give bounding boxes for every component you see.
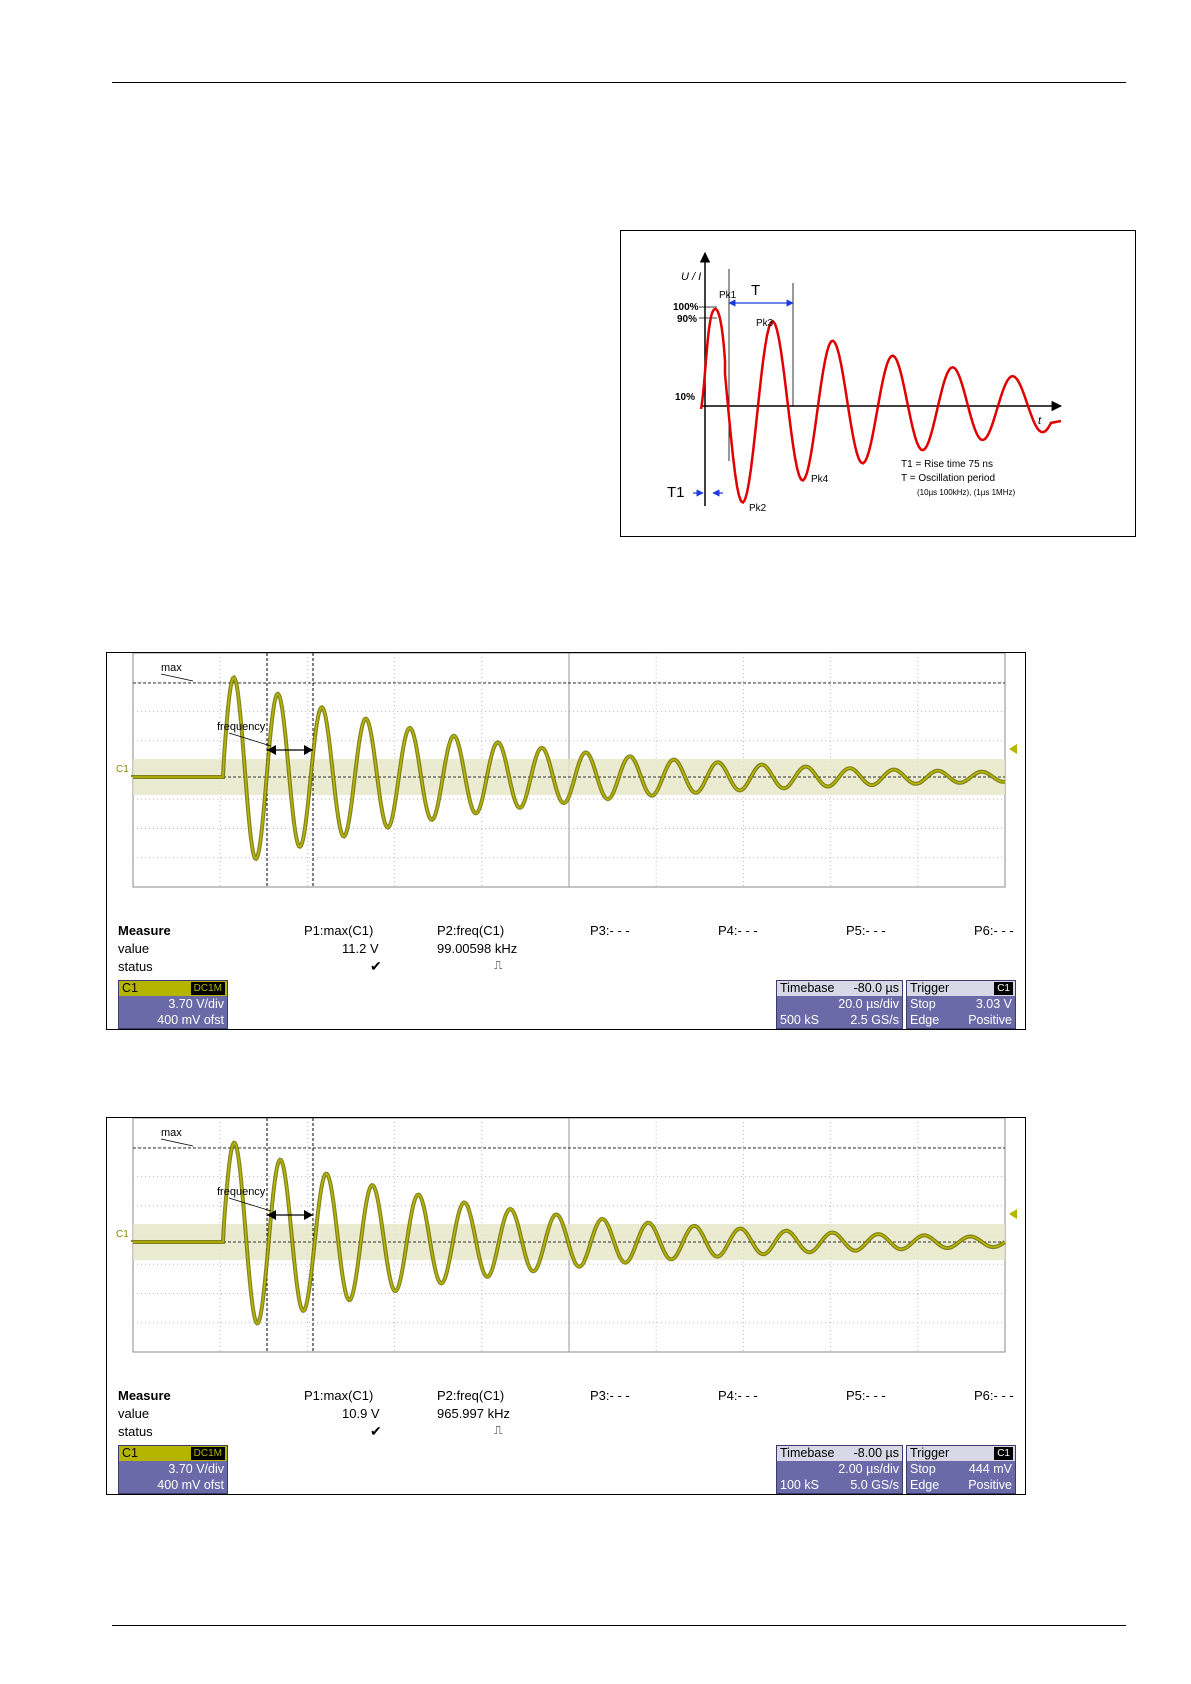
trigger-type: Edge [910,1478,940,1492]
status-ok-icon: ✔ [370,1423,382,1439]
measure-col-p6[interactable]: P6:- - - [974,1388,1014,1403]
axis-x-label: t [1038,415,1042,427]
measure-col-p4[interactable]: P4:- - - [718,923,758,938]
trigger-slope: Positive [968,1478,1012,1492]
measure-value-p2: 965.997 kHz [437,1406,510,1421]
legend-line-3: (10µs 100kHz), (1µs 1MHz) [917,488,1016,497]
max-label: max [161,1127,182,1139]
waveform-diagram [620,230,1136,537]
period-label: T [751,282,761,299]
measure-col-p1[interactable]: P1:max(C1) [304,923,374,938]
measure-col-p6[interactable]: P6:- - - [974,923,1014,938]
peak-label-4: Pk4 [811,474,829,485]
trigger-type: Edge [910,1013,940,1027]
measure-col-p5[interactable]: P5:- - - [846,1388,886,1403]
level-10: 10% [675,392,696,403]
axis-y-label: U / I [681,271,702,283]
c1-channel-badge[interactable] [118,1445,228,1494]
peak-label-1: Pk1 [719,290,737,301]
frequency-label: frequency [217,721,266,734]
timebase-samples: 500 kS [780,1013,819,1027]
c1-vdiv: 3.70 V/div [168,1462,224,1476]
trigger-mode: Stop [910,997,936,1011]
scope-1-grid [107,653,1025,893]
waveform-diagram-svg [621,231,1135,536]
trigger-level-marker [1009,1209,1017,1219]
measure-value-p1: 10.9 V [342,1406,380,1421]
c1-vdiv: 3.70 V/div [168,997,224,1011]
scope-2-grid [107,1118,1025,1358]
measure-col-p2[interactable]: P2:freq(C1) [437,923,505,938]
rise-label: T1 [667,484,685,501]
measure-value-p2: 99.00598 kHz [437,941,518,956]
timebase-delay: -8.00 µs [853,1446,899,1460]
measure-title: Measure [118,1388,171,1403]
trigger-source: C1 [994,982,1013,995]
measure-col-p2[interactable]: P2:freq(C1) [437,1388,505,1403]
level-90: 90% [677,314,698,325]
header-rule [112,82,1126,83]
trigger-slope: Positive [968,1013,1012,1027]
trigger-badge[interactable] [906,980,1016,1029]
scope-capture-1 [106,652,1026,1030]
timebase-label: Timebase [780,1446,835,1460]
c1-offset: 400 mV ofst [157,1478,224,1492]
timebase-rate: 5.0 GS/s [850,1478,899,1492]
trigger-label: Trigger [910,981,950,995]
max-label: max [161,662,182,674]
trigger-mode: Stop [910,1462,936,1476]
c1-channel-badge[interactable] [118,980,228,1029]
measure-col-p5[interactable]: P5:- - - [846,923,886,938]
c1-coupling: DC1M [191,982,225,995]
trigger-level: 3.03 V [975,997,1012,1011]
status-row-label: status [118,1424,153,1439]
legend-line-1: T1 = Rise time 75 ns [901,459,993,470]
timebase-rate: 2.5 GS/s [850,1013,899,1027]
status-pulse-icon: ⎍ [494,1423,503,1437]
timebase-samples: 100 kS [780,1478,819,1492]
timebase-tdiv: 2.00 µs/div [838,1462,899,1476]
c1-name: C1 [122,981,138,995]
timebase-label: Timebase [780,981,835,995]
trigger-label: Trigger [910,1446,950,1460]
measure-col-p4[interactable]: P4:- - - [718,1388,758,1403]
trigger-badge[interactable] [906,1445,1016,1494]
status-ok-icon: ✔ [370,958,382,974]
footer-rule [112,1625,1126,1626]
c1-offset: 400 mV ofst [157,1013,224,1027]
legend-line-2: T = Oscillation period [901,473,996,484]
timebase-badge[interactable] [776,1445,903,1494]
frequency-label: frequency [217,1186,266,1199]
trigger-source: C1 [994,1447,1013,1460]
measure-value-p1: 11.2 V [342,941,379,956]
peak-label-3: Pk3 [756,318,774,329]
value-row-label: value [118,941,150,956]
status-pulse-icon: ⎍ [494,958,503,972]
measure-title: Measure [118,923,171,938]
measure-col-p3[interactable]: P3:- - - [590,923,630,938]
measure-col-p3[interactable]: P3:- - - [590,1388,630,1403]
timebase-badge[interactable] [776,980,903,1029]
trigger-level-marker [1009,744,1017,754]
channel-marker: C1 [116,764,129,776]
c1-coupling: DC1M [191,1447,225,1460]
trigger-level: 444 mV [968,1462,1012,1476]
measure-col-p1[interactable]: P1:max(C1) [304,1388,374,1403]
level-100: 100% [673,302,699,313]
timebase-tdiv: 20.0 µs/div [838,997,899,1011]
scope-capture-2 [106,1117,1026,1495]
status-row-label: status [118,959,153,974]
scope-2-measure [118,1388,1018,1438]
value-row-label: value [118,1406,150,1421]
peak-label-2: Pk2 [749,503,767,514]
c1-name: C1 [122,1446,138,1460]
channel-marker: C1 [116,1229,129,1241]
scope-1-measure [118,923,1018,973]
timebase-delay: -80.0 µs [853,981,899,995]
